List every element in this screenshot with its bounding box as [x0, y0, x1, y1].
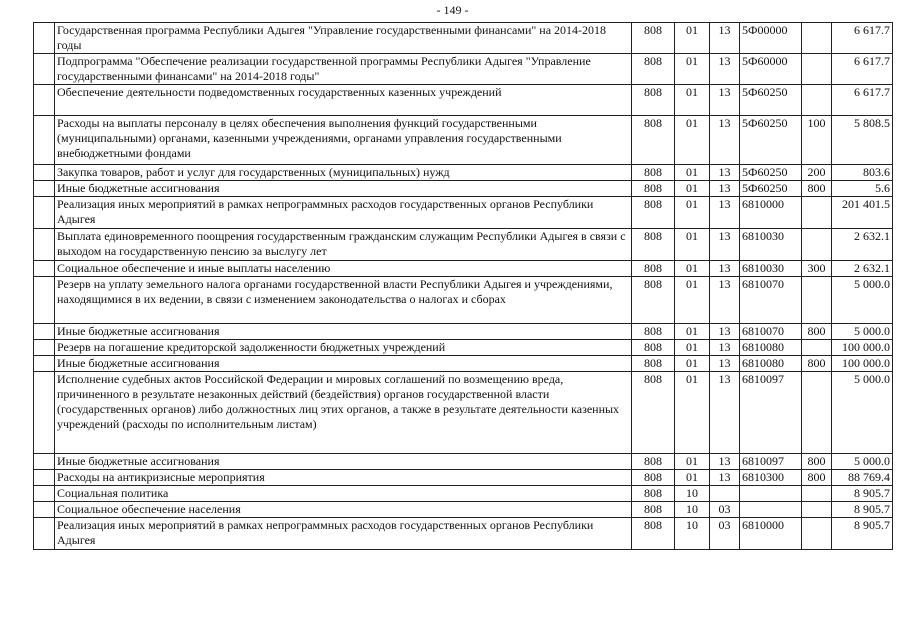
- item-name: Иные бюджетные ассигнования: [55, 324, 632, 340]
- table-row: [34, 470, 893, 486]
- subsection-code: 13: [710, 340, 740, 356]
- amount: 88 769.4: [832, 470, 893, 486]
- ministry-code: 808: [632, 277, 675, 324]
- subsection-code: 13: [710, 85, 740, 116]
- table-row: [34, 324, 893, 340]
- ministry-code: 808: [632, 85, 675, 116]
- section-code: 01: [675, 54, 710, 85]
- amount: 5 000.0: [832, 454, 893, 470]
- page-number: - 149 -: [436, 3, 469, 17]
- item-name: Расходы на выплаты персоналу в целях обеспечения выполнения функций государственными (муниципальными) органами, казенными учреждениями, органами управления государственными внебюджетными фондами: [55, 116, 632, 165]
- amount: 5 808.5: [832, 116, 893, 165]
- target-article-code: 6810097: [740, 372, 802, 454]
- table-row: [34, 85, 893, 116]
- ministry-code: 808: [632, 116, 675, 165]
- ministry-code: 808: [632, 372, 675, 454]
- target-article-code: 6810080: [740, 340, 802, 356]
- table-row: [34, 518, 893, 550]
- item-name: Подпрограмма "Обеспечение реализации государственной программы Республики Адыгея "Управление государственными финансами" на 2014-2018 годы": [55, 54, 632, 85]
- ministry-code: 808: [632, 518, 675, 550]
- target-article-code: 5Ф60250: [740, 85, 802, 116]
- section-code: 01: [675, 356, 710, 372]
- row-marker-cell: [34, 165, 55, 181]
- subsection-code: 13: [710, 181, 740, 197]
- target-article-code: 5Ф60250: [740, 165, 802, 181]
- subsection-code: 13: [710, 23, 740, 54]
- subsection-code: 13: [710, 277, 740, 324]
- table-row: [34, 261, 893, 277]
- table-row: [34, 165, 893, 181]
- ministry-code: 808: [632, 486, 675, 502]
- section-code: 01: [675, 181, 710, 197]
- row-marker-cell: [34, 340, 55, 356]
- target-article-code: 6810070: [740, 324, 802, 340]
- row-marker-cell: [34, 454, 55, 470]
- expense-type-code: [802, 502, 832, 518]
- expense-type-code: [802, 229, 832, 261]
- ministry-code: 808: [632, 165, 675, 181]
- item-name: Социальная политика: [55, 486, 632, 502]
- amount: 2 632.1: [832, 261, 893, 277]
- table-row: [34, 486, 893, 502]
- target-article-code: 6810070: [740, 277, 802, 324]
- row-marker-cell: [34, 502, 55, 518]
- subsection-code: 13: [710, 229, 740, 261]
- subsection-code: 13: [710, 116, 740, 165]
- ministry-code: 808: [632, 502, 675, 518]
- expense-type-code: 800: [802, 324, 832, 340]
- row-marker-cell: [34, 85, 55, 116]
- item-name: Обеспечение деятельности подведомственных государственных казенных учреждений: [55, 85, 632, 116]
- ministry-code: 808: [632, 54, 675, 85]
- item-name: Иные бюджетные ассигнования: [55, 181, 632, 197]
- item-name: Иные бюджетные ассигнования: [55, 356, 632, 372]
- row-marker-cell: [34, 261, 55, 277]
- section-code: 01: [675, 165, 710, 181]
- section-code: 01: [675, 340, 710, 356]
- amount: 100 000.0: [832, 340, 893, 356]
- expense-type-code: [802, 197, 832, 229]
- table-row: [34, 197, 893, 229]
- amount: 8 905.7: [832, 502, 893, 518]
- expense-type-code: 800: [802, 356, 832, 372]
- expense-type-code: 300: [802, 261, 832, 277]
- target-article-code: 6810000: [740, 518, 802, 550]
- table-row: [34, 54, 893, 85]
- section-code: 01: [675, 372, 710, 454]
- target-article-code: 6810030: [740, 229, 802, 261]
- target-article-code: 6810030: [740, 261, 802, 277]
- ministry-code: 808: [632, 470, 675, 486]
- item-name: Резерв на погашение кредиторской задолженности бюджетных учреждений: [55, 340, 632, 356]
- table-row: [34, 372, 893, 454]
- item-name: Социальное обеспечение населения: [55, 502, 632, 518]
- row-marker-cell: [34, 181, 55, 197]
- ministry-code: 808: [632, 356, 675, 372]
- target-article-code: 5Ф00000: [740, 23, 802, 54]
- expense-type-code: [802, 340, 832, 356]
- item-name: Выплата единовременного поощрения государственным гражданским служащим Республики Адыгея в связи с выходом на государственную пенсию за выслугу лет: [55, 229, 632, 261]
- row-marker-cell: [34, 23, 55, 54]
- section-code: 10: [675, 486, 710, 502]
- table-row: [34, 454, 893, 470]
- amount: 8 905.7: [832, 486, 893, 502]
- amount: 6 617.7: [832, 85, 893, 116]
- row-marker-cell: [34, 470, 55, 486]
- target-article-code: [740, 502, 802, 518]
- ministry-code: 808: [632, 23, 675, 54]
- subsection-code: 13: [710, 356, 740, 372]
- table-row: [34, 23, 893, 54]
- expense-type-code: [802, 277, 832, 324]
- amount: 5 000.0: [832, 372, 893, 454]
- expense-type-code: 800: [802, 454, 832, 470]
- section-code: 10: [675, 518, 710, 550]
- expense-type-code: 200: [802, 165, 832, 181]
- amount: 803.6: [832, 165, 893, 181]
- table-row: [34, 340, 893, 356]
- target-article-code: 5Ф60250: [740, 181, 802, 197]
- expense-type-code: [802, 372, 832, 454]
- expense-type-code: 100: [802, 116, 832, 165]
- row-marker-cell: [34, 229, 55, 261]
- ministry-code: 808: [632, 340, 675, 356]
- row-marker-cell: [34, 486, 55, 502]
- item-name: Социальное обеспечение и иные выплаты населению: [55, 261, 632, 277]
- item-name: Закупка товаров, работ и услуг для государственных (муниципальных) нужд: [55, 165, 632, 181]
- section-code: 01: [675, 197, 710, 229]
- amount: 5 000.0: [832, 324, 893, 340]
- subsection-code: 13: [710, 454, 740, 470]
- row-marker-cell: [34, 277, 55, 324]
- target-article-code: 6810080: [740, 356, 802, 372]
- table-row: [34, 181, 893, 197]
- expense-type-code: 800: [802, 470, 832, 486]
- expense-type-code: 800: [802, 181, 832, 197]
- budget-table: [33, 22, 893, 550]
- amount: 5 000.0: [832, 277, 893, 324]
- section-code: 01: [675, 454, 710, 470]
- subsection-code: 03: [710, 502, 740, 518]
- item-name: Иные бюджетные ассигнования: [55, 454, 632, 470]
- item-name: Реализация иных мероприятий в рамках непрограммных расходов государственных органов Республики Адыгея: [55, 518, 632, 550]
- subsection-code: 13: [710, 372, 740, 454]
- table-row: [34, 502, 893, 518]
- target-article-code: [740, 486, 802, 502]
- row-marker-cell: [34, 356, 55, 372]
- target-article-code: 6810300: [740, 470, 802, 486]
- expense-type-code: [802, 23, 832, 54]
- target-article-code: 5Ф60000: [740, 54, 802, 85]
- target-article-code: 6810000: [740, 197, 802, 229]
- ministry-code: 808: [632, 229, 675, 261]
- expense-type-code: [802, 486, 832, 502]
- target-article-code: 6810097: [740, 454, 802, 470]
- subsection-code: [710, 486, 740, 502]
- section-code: 01: [675, 324, 710, 340]
- section-code: 01: [675, 23, 710, 54]
- target-article-code: 5Ф60250: [740, 116, 802, 165]
- amount: 6 617.7: [832, 23, 893, 54]
- section-code: 01: [675, 85, 710, 116]
- subsection-code: 13: [710, 324, 740, 340]
- amount: 100 000.0: [832, 356, 893, 372]
- row-marker-cell: [34, 518, 55, 550]
- table-row: [34, 116, 893, 165]
- subsection-code: 03: [710, 518, 740, 550]
- expense-type-code: [802, 85, 832, 116]
- section-code: 01: [675, 470, 710, 486]
- table-row: [34, 229, 893, 261]
- table-row: [34, 277, 893, 324]
- subsection-code: 13: [710, 261, 740, 277]
- row-marker-cell: [34, 54, 55, 85]
- subsection-code: 13: [710, 54, 740, 85]
- amount: 8 905.7: [832, 518, 893, 550]
- ministry-code: 808: [632, 181, 675, 197]
- amount: 201 401.5: [832, 197, 893, 229]
- item-name: Государственная программа Республики Адыгея "Управление государственными финансами" на 2014-2018 годы: [55, 23, 632, 54]
- subsection-code: 13: [710, 165, 740, 181]
- item-name: Резерв на уплату земельного налога органами государственной власти Республики Адыгея и учреждениями, находящимися в их ведении, в связи с изменением законодательства о налогах и сборах: [55, 277, 632, 324]
- ministry-code: 808: [632, 454, 675, 470]
- section-code: 10: [675, 502, 710, 518]
- subsection-code: 13: [710, 197, 740, 229]
- item-name: Исполнение судебных актов Российской Федерации и мировых соглашений по возмещению вреда, причиненного в результате незаконных действий (бездействия) органов государственной власти (государственных органов) либо должностных лиц этих органов, а также в результате деятельности казенных учреждений (расходы по исполнительным листам): [55, 372, 632, 454]
- row-marker-cell: [34, 324, 55, 340]
- section-code: 01: [675, 116, 710, 165]
- amount: 5.6: [832, 181, 893, 197]
- section-code: 01: [675, 229, 710, 261]
- table-row: [34, 356, 893, 372]
- row-marker-cell: [34, 116, 55, 165]
- section-code: 01: [675, 261, 710, 277]
- item-name: Расходы на антикризисные мероприятия: [55, 470, 632, 486]
- item-name: Реализация иных мероприятий в рамках непрограммных расходов государственных органов Республики Адыгея: [55, 197, 632, 229]
- ministry-code: 808: [632, 261, 675, 277]
- subsection-code: 13: [710, 470, 740, 486]
- amount: 6 617.7: [832, 54, 893, 85]
- expense-type-code: [802, 518, 832, 550]
- amount: 2 632.1: [832, 229, 893, 261]
- ministry-code: 808: [632, 197, 675, 229]
- section-code: 01: [675, 277, 710, 324]
- row-marker-cell: [34, 372, 55, 454]
- ministry-code: 808: [632, 324, 675, 340]
- row-marker-cell: [34, 197, 55, 229]
- expense-type-code: [802, 54, 832, 85]
